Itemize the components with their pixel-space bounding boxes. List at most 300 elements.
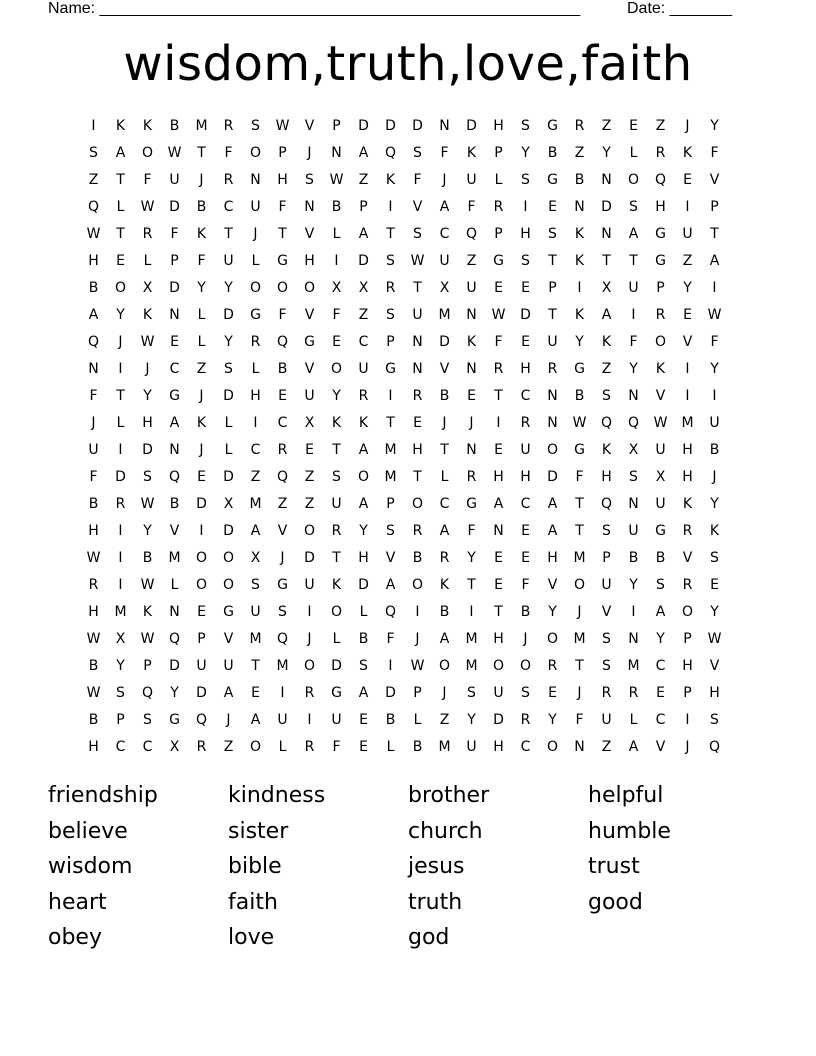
grid-letter: X [601, 280, 612, 296]
grid-letter: Q [465, 226, 478, 242]
grid-letter: T [575, 658, 584, 674]
grid-letter: F [278, 199, 287, 215]
grid-letter: J [118, 334, 123, 350]
grid-letter: Y [575, 334, 584, 350]
grid-letter: D [466, 118, 477, 134]
grid-letter: V [277, 523, 288, 539]
grid-letter: Y [656, 631, 665, 647]
grid-letter: I [712, 280, 717, 296]
grid-letter: N [169, 604, 180, 620]
grid-row [80, 491, 737, 518]
grid-letter: T [629, 253, 638, 269]
grid-letter: S [467, 685, 476, 701]
grid-letter: R [385, 280, 396, 296]
grid-letter: O [546, 442, 559, 458]
grid-letter: F [278, 307, 287, 323]
grid-letter: A [358, 226, 369, 242]
grid-letter: Z [250, 469, 261, 485]
grid-letter: Z [601, 118, 612, 134]
grid-letter: V [412, 199, 423, 215]
grid-letter: S [413, 145, 422, 161]
grid-letter: J [577, 604, 582, 620]
grid-letter: J [253, 226, 258, 242]
grid-letter: M [627, 658, 640, 674]
grid-letter: Y [467, 550, 476, 566]
grid-letter: C [520, 388, 531, 404]
grid-letter: N [493, 523, 504, 539]
grid-letter: M [681, 415, 694, 431]
grid-row [80, 545, 737, 572]
grid-letter: I [631, 604, 636, 620]
grid-letter: O [303, 658, 316, 674]
grid-letter: H [88, 523, 99, 539]
grid-row [80, 221, 737, 248]
grid-letter: C [115, 739, 126, 755]
grid-letter: C [223, 199, 234, 215]
grid-letter: N [547, 415, 558, 431]
grid-letter: A [547, 496, 558, 512]
grid-letter: K [439, 577, 450, 593]
grid-letter: B [520, 604, 531, 620]
grid-letter: R [304, 685, 315, 701]
grid-letter: B [88, 658, 99, 674]
grid-letter: L [629, 145, 638, 161]
grid-letter: Y [170, 685, 179, 701]
grid-letter: A [709, 253, 720, 269]
grid-letter: Q [168, 469, 181, 485]
grid-letter: B [385, 712, 396, 728]
grid-letter: W [140, 496, 155, 512]
grid-letter: T [224, 226, 233, 242]
grid-letter: N [628, 388, 639, 404]
grid-letter: L [278, 739, 287, 755]
grid-letter: X [358, 280, 369, 296]
grid-letter: L [251, 361, 260, 377]
date-field-label: Date: _______ [627, 0, 732, 17]
grid-letter: I [523, 199, 528, 215]
letter-grid [80, 113, 737, 761]
grid-letter: B [88, 496, 99, 512]
word-list-item: sister [228, 818, 289, 844]
grid-letter: S [548, 226, 557, 242]
grid-letter: O [438, 658, 451, 674]
grid-letter: J [199, 172, 204, 188]
word-list-item: heart [48, 889, 107, 915]
grid-letter: Q [87, 334, 100, 350]
grid-letter: X [628, 442, 639, 458]
grid-letter: T [197, 145, 206, 161]
grid-letter: E [359, 712, 368, 728]
grid-letter: A [628, 226, 639, 242]
grid-letter: T [548, 253, 557, 269]
grid-letter: V [709, 658, 720, 674]
grid-letter: H [520, 226, 531, 242]
grid-letter: A [601, 307, 612, 323]
grid-letter: M [438, 739, 451, 755]
grid-letter: G [655, 253, 666, 269]
grid-row [80, 410, 737, 437]
grid-letter: C [358, 334, 369, 350]
grid-letter: R [682, 577, 693, 593]
grid-letter: I [307, 712, 312, 728]
grid-letter: E [629, 118, 638, 134]
grid-letter: D [520, 307, 531, 323]
grid-letter: T [332, 550, 341, 566]
grid-letter: Z [655, 118, 666, 134]
grid-letter: K [466, 145, 477, 161]
grid-letter: Y [143, 388, 152, 404]
grid-letter: L [440, 469, 449, 485]
grid-letter: P [386, 334, 395, 350]
grid-letter: T [116, 388, 125, 404]
grid-letter: K [682, 496, 693, 512]
grid-letter: G [655, 226, 666, 242]
grid-letter: R [358, 388, 369, 404]
grid-letter: W [86, 550, 101, 566]
grid-letter: S [251, 577, 260, 593]
grid-letter: R [493, 199, 504, 215]
grid-letter: C [439, 496, 450, 512]
grid-letter: E [494, 280, 503, 296]
grid-letter: G [277, 253, 288, 269]
grid-letter: X [439, 280, 450, 296]
grid-letter: Y [710, 496, 719, 512]
grid-letter: U [304, 388, 315, 404]
grid-letter: R [115, 496, 126, 512]
grid-letter: R [142, 226, 153, 242]
grid-letter: Y [710, 604, 719, 620]
grid-letter: N [169, 442, 180, 458]
grid-letter: O [411, 577, 424, 593]
grid-letter: L [116, 415, 125, 431]
grid-letter: M [168, 550, 181, 566]
grid-letter: T [467, 577, 476, 593]
grid-letter: Z [439, 712, 450, 728]
grid-letter: E [170, 334, 179, 350]
grid-letter: D [169, 199, 180, 215]
grid-row [80, 464, 737, 491]
grid-letter: Z [601, 739, 612, 755]
grid-letter: J [415, 631, 420, 647]
grid-letter: I [685, 388, 690, 404]
grid-letter: H [547, 550, 558, 566]
grid-letter: Q [600, 415, 613, 431]
grid-letter: S [602, 658, 611, 674]
grid-letter: O [546, 739, 559, 755]
grid-letter: X [169, 739, 180, 755]
grid-letter: E [521, 550, 530, 566]
grid-letter: W [86, 226, 101, 242]
grid-letter: F [440, 145, 449, 161]
grid-letter: H [682, 469, 693, 485]
grid-letter: S [521, 172, 530, 188]
grid-letter: S [521, 118, 530, 134]
grid-letter: S [332, 469, 341, 485]
grid-letter: B [628, 550, 639, 566]
grid-letter: P [278, 145, 287, 161]
grid-letter: X [115, 631, 126, 647]
grid-letter: P [170, 253, 179, 269]
grid-letter: U [655, 442, 666, 458]
grid-letter: C [655, 658, 666, 674]
grid-letter: Z [601, 361, 612, 377]
grid-row [80, 194, 737, 221]
grid-letter: F [575, 469, 584, 485]
grid-letter: U [304, 577, 315, 593]
grid-letter: E [521, 280, 530, 296]
grid-letter: L [197, 307, 206, 323]
grid-letter: W [275, 118, 290, 134]
grid-letter: U [196, 658, 207, 674]
grid-letter: L [332, 226, 341, 242]
grid-letter: I [118, 361, 123, 377]
grid-letter: J [712, 469, 717, 485]
grid-letter: Z [358, 172, 369, 188]
grid-letter: U [169, 172, 180, 188]
grid-letter: T [602, 253, 611, 269]
grid-letter: H [493, 469, 504, 485]
grid-letter: E [683, 172, 692, 188]
grid-letter: T [386, 226, 395, 242]
grid-letter: I [91, 118, 96, 134]
grid-letter: I [118, 442, 123, 458]
grid-letter: L [197, 334, 206, 350]
grid-letter: D [142, 442, 153, 458]
grid-letter: L [224, 442, 233, 458]
grid-letter: G [385, 361, 396, 377]
grid-letter: R [250, 334, 261, 350]
grid-letter: P [116, 712, 125, 728]
grid-row [80, 329, 737, 356]
grid-letter: K [601, 442, 612, 458]
grid-row [80, 383, 737, 410]
grid-letter: L [224, 415, 233, 431]
grid-letter: W [491, 307, 506, 323]
grid-row [80, 653, 737, 680]
grid-letter: P [656, 280, 665, 296]
grid-letter: F [224, 145, 233, 161]
grid-letter: W [140, 577, 155, 593]
grid-letter: I [685, 712, 690, 728]
grid-letter: F [467, 199, 476, 215]
grid-letter: S [89, 145, 98, 161]
grid-letter: D [412, 118, 423, 134]
word-list-item: kindness [228, 783, 326, 808]
grid-letter: O [114, 280, 127, 296]
grid-letter: O [546, 631, 559, 647]
grid-letter: Q [384, 604, 397, 620]
grid-letter: X [250, 550, 261, 566]
grid-letter: N [628, 631, 639, 647]
grid-letter: R [520, 712, 531, 728]
grid-letter: U [655, 496, 666, 512]
grid-letter: U [331, 496, 342, 512]
grid-letter: P [143, 658, 152, 674]
grid-letter: J [442, 172, 447, 188]
grid-letter: O [681, 604, 694, 620]
grid-letter: D [385, 685, 396, 701]
grid-letter: M [465, 631, 478, 647]
grid-letter: E [116, 253, 125, 269]
grid-letter: A [439, 199, 450, 215]
grid-letter: T [278, 226, 287, 242]
grid-letter: Z [196, 361, 207, 377]
grid-letter: X [304, 415, 315, 431]
grid-letter: Q [87, 199, 100, 215]
grid-letter: D [439, 334, 450, 350]
grid-letter: K [385, 172, 396, 188]
grid-letter: N [412, 334, 423, 350]
grid-letter: Z [223, 739, 234, 755]
grid-letter: S [386, 307, 395, 323]
grid-letter: Q [627, 415, 640, 431]
grid-letter: S [602, 388, 611, 404]
grid-letter: E [278, 388, 287, 404]
grid-letter: S [413, 226, 422, 242]
grid-letter: B [142, 550, 153, 566]
grid-letter: I [388, 388, 393, 404]
grid-letter: W [707, 631, 722, 647]
grid-letter: Y [629, 361, 638, 377]
grid-letter: D [601, 199, 612, 215]
grid-letter: U [466, 739, 477, 755]
grid-letter: L [494, 172, 503, 188]
grid-letter: B [169, 118, 180, 134]
grid-letter: B [574, 172, 585, 188]
grid-letter: H [520, 361, 531, 377]
grid-letter: C [520, 739, 531, 755]
word-list-item: brother [408, 783, 490, 808]
grid-letter: G [250, 307, 261, 323]
grid-letter: W [140, 334, 155, 350]
grid-row [80, 518, 737, 545]
grid-letter: I [199, 523, 204, 539]
word-list-item: obey [48, 925, 102, 951]
grid-letter: E [656, 685, 665, 701]
grid-letter: Q [276, 469, 289, 485]
grid-letter: Y [602, 145, 611, 161]
grid-letter: W [167, 145, 182, 161]
grid-letter: T [386, 415, 395, 431]
grid-letter: A [493, 496, 504, 512]
grid-letter: D [385, 118, 396, 134]
grid-letter: P [710, 199, 719, 215]
grid-letter: R [574, 118, 585, 134]
grid-letter: G [547, 118, 558, 134]
grid-letter: Y [710, 118, 719, 134]
grid-letter: S [143, 712, 152, 728]
word-list-item: truth [408, 889, 463, 915]
word-list-item: god [408, 925, 450, 951]
grid-letter: J [199, 442, 204, 458]
grid-letter: D [358, 118, 369, 134]
grid-letter: O [222, 550, 235, 566]
grid-letter: N [574, 739, 585, 755]
grid-letter: T [710, 226, 719, 242]
grid-row [80, 356, 737, 383]
word-list-item: bible [228, 854, 282, 880]
grid-letter: C [250, 442, 261, 458]
grid-row [80, 626, 737, 653]
grid-letter: U [439, 253, 450, 269]
grid-letter: V [304, 361, 315, 377]
grid-letter: H [493, 739, 504, 755]
grid-letter: K [574, 307, 585, 323]
grid-letter: O [249, 739, 262, 755]
grid-letter: O [141, 145, 154, 161]
grid-letter: R [547, 361, 558, 377]
grid-letter: E [413, 415, 422, 431]
grid-letter: X [223, 496, 234, 512]
grid-letter: G [169, 712, 180, 728]
grid-letter: N [169, 307, 180, 323]
grid-letter: H [88, 253, 99, 269]
grid-letter: T [251, 658, 260, 674]
grid-letter: A [628, 739, 639, 755]
grid-letter: U [547, 334, 558, 350]
grid-letter: A [358, 442, 369, 458]
grid-letter: L [116, 199, 125, 215]
grid-letter: G [223, 604, 234, 620]
grid-letter: N [466, 442, 477, 458]
grid-letter: B [655, 550, 666, 566]
grid-letter: F [575, 712, 584, 728]
grid-letter: K [466, 334, 477, 350]
grid-letter: E [359, 739, 368, 755]
grid-letter: H [277, 172, 288, 188]
grid-letter: N [601, 172, 612, 188]
grid-letter: G [331, 685, 342, 701]
grid-letter: G [655, 523, 666, 539]
grid-letter: K [682, 145, 693, 161]
grid-letter: H [493, 631, 504, 647]
grid-letter: S [521, 253, 530, 269]
grid-letter: B [547, 145, 558, 161]
grid-letter: K [655, 361, 666, 377]
grid-letter: N [547, 388, 558, 404]
grid-letter: N [304, 199, 315, 215]
grid-letter: S [656, 577, 665, 593]
grid-letter: U [601, 712, 612, 728]
grid-letter: C [655, 712, 666, 728]
grid-letter: B [709, 442, 720, 458]
grid-letter: M [195, 118, 208, 134]
grid-letter: F [710, 334, 719, 350]
grid-letter: F [629, 334, 638, 350]
puzzle-title: wisdom,truth,love,faith [123, 36, 693, 92]
grid-letter: R [520, 415, 531, 431]
grid-letter: L [629, 712, 638, 728]
grid-letter: S [629, 469, 638, 485]
grid-letter: U [331, 712, 342, 728]
grid-letter: E [548, 685, 557, 701]
grid-letter: Z [574, 145, 585, 161]
grid-letter: I [280, 685, 285, 701]
grid-letter: H [709, 685, 720, 701]
grid-letter: U [358, 361, 369, 377]
grid-letter: A [358, 685, 369, 701]
grid-letter: O [357, 469, 370, 485]
grid-letter: U [682, 226, 693, 242]
grid-letter: L [143, 253, 152, 269]
grid-letter: D [196, 685, 207, 701]
grid-letter: A [169, 415, 180, 431]
grid-letter: I [388, 658, 393, 674]
grid-letter: E [494, 550, 503, 566]
grid-letter: Y [224, 334, 233, 350]
grid-letter: G [169, 388, 180, 404]
grid-letter: P [602, 550, 611, 566]
